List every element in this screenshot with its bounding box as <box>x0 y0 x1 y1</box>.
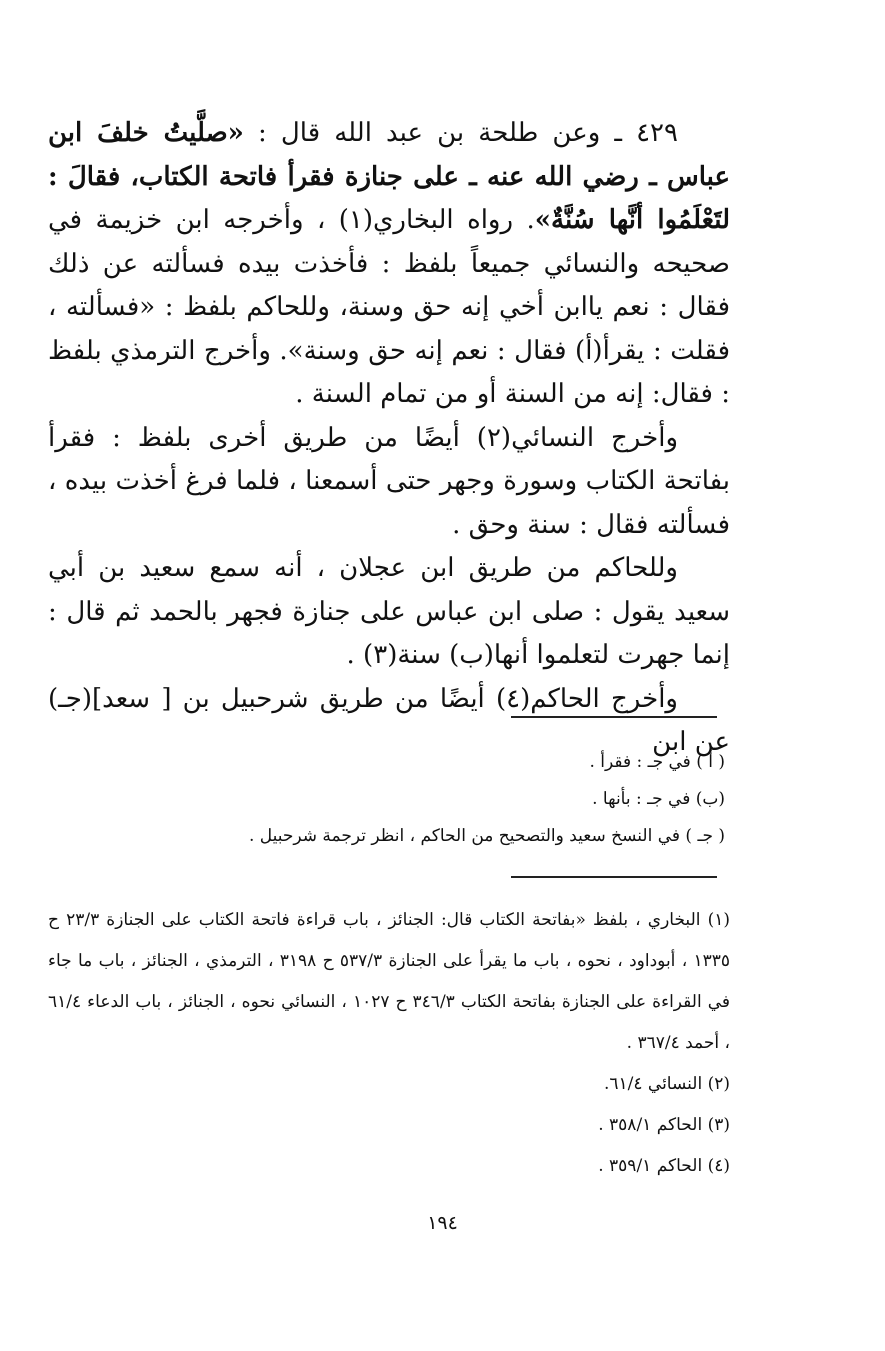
hadith-intro: وعن طلحة بن عبد الله قال : <box>243 118 615 148</box>
paragraph-hakim-ajlan: وللحاكم من طريق ابن عجلان ، أنه سمع سعيد بن أبي سعيد يقول : صلى ابن عباس على جنازة فجهر بالحمد ثم قال : إنما جهرت لتعلموا أنها(ب) سنة(٣) . <box>48 553 730 670</box>
hadith-quote: «صلَّيتُ خلفَ ابن عباس ـ رضي الله عنه ـ على جنازة فقرأ فاتحة الكتاب، فقالَ : لتَعْلَمُوا أنَّها سُنَّةٌ» <box>48 118 730 235</box>
footnote-1: (١) البخاري ، بلفظ «بفاتحة الكتاب قال: الجنائز ، باب قراءة فاتحة الكتاب على الجنازة ٢٣/٣ ح ١٣٣٥ ، أبوداود ، نحوه ، باب ما يقرأ على الجنازة ٥٣٧/٣ ح ٣١٩٨ ، الترمذي ، الجنائز ، باب ما جاء في القراءة على الجنازة بفاتحة الكتاب ٣٤٦/٣ ح ١٠٢٧ ، النسائي نحوه ، الجنائز ، باب الدعاء ٦١/٤ ، أحمد ٣٦٧/٤ . <box>48 910 731 1053</box>
paragraph-hakim-shurahbil: وأخرج الحاكم(٤) أيضًا من طريق شرحبيل بن [ سعد](جـ) عن ابن <box>48 683 730 757</box>
variant-note: (ب) في جـ : بأنها . <box>592 789 725 809</box>
variant-note: ( أ ) في جـ : فقرأ . <box>589 752 725 772</box>
manuscript-variants <box>65 744 725 855</box>
main-text <box>48 112 730 765</box>
paragraph-nasai: وأخرج النسائي(٢) أيضًا من طريق أخرى بلفظ : فقرأ بفاتحة الكتاب وسورة وجهر حتى أسمعنا ، فلما فرغ أخذت بيده ، فسألته فقال : سنة وحق . <box>48 422 730 540</box>
hadith-number: ٤٢٩ ـ <box>614 118 678 148</box>
footnote-2: (٢) النسائي ٦١/٤. <box>603 1074 730 1094</box>
hadith-commentary: . رواه البخاري(١) ، وأخرجه ابن خزيمة في صحيحه والنسائي جميعاً بلفظ : فأخذت بيده فسألته عن ذلك فقال : نعم ياابن أخي إنه حق وسنة، وللحاكم بلفظ : «فسألته ، فقلت : يقرأ(أ) فقال : نعم إنه حق وسنة». وأخرج الترمذي بلفظ : فقال: إنه من السنة أو من تمام السنة . <box>48 205 730 409</box>
footnotes <box>48 900 730 1187</box>
footnote-3: (٣) الحاكم ٣٥٨/١ . <box>598 1115 730 1135</box>
paragraph-hadith-429 <box>48 112 730 417</box>
variant-note: ( جـ ) في النسخ سعيد والتصحيح من الحاكم ، انظر ترجمة شرحبيل . <box>248 826 725 846</box>
page-number: ١٩٤ <box>427 1212 458 1234</box>
separator-footnotes <box>511 876 717 878</box>
footnote-4: (٤) الحاكم ٣٥٩/١ . <box>598 1156 730 1176</box>
separator-variants <box>511 716 717 718</box>
